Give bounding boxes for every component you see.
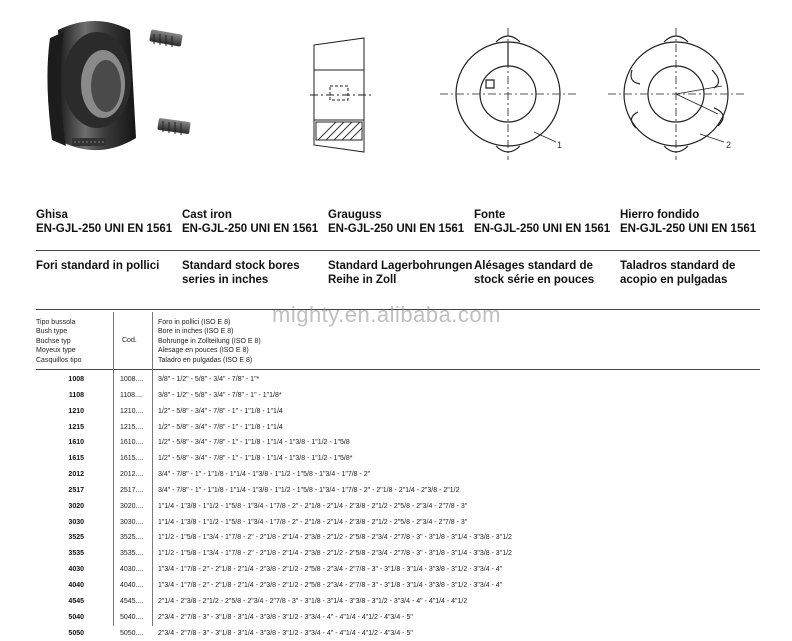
code-column-header: Cod. — [122, 337, 137, 344]
code-cell: 2517.... — [120, 483, 156, 499]
column-fra-bores: Alésages standard de stock série en pouces — [474, 259, 620, 287]
bores-cell: 1"3/4 - 1"7/8 - 2" - 2"1/8 - 2"1/4 - 2"3/8 - 2"1/2 - 2"5/8 - 2"3/4 - 2"7/8 - 3" - 3"1/8 - 3"1/4 - 3"3/8 - 3"1/2 - 3"3/4 - 4" — [158, 562, 758, 578]
bush-type-cell: 3525 — [36, 530, 84, 546]
code-cell: 3030.... — [120, 515, 156, 531]
bush-type-cell: 3030 — [36, 515, 84, 531]
bush-type-cell: 1008 — [36, 372, 84, 388]
bore-label: Bohrunge in Zollteilung (ISO E 8) — [158, 337, 261, 346]
table-row — [36, 578, 766, 594]
material-standard: EN-GJL-250 UNI EN 1561 — [182, 222, 328, 236]
type-label: Casquillos tipo — [36, 356, 82, 365]
front-view-1 — [440, 28, 576, 160]
code-cell: 2012.... — [120, 467, 156, 483]
code-cell: 1610.... — [120, 435, 156, 451]
column-deu-bores: Standard Lagerbohrungen Reihe in Zoll — [328, 259, 474, 287]
material-standard: EN-GJL-250 UNI EN 1561 — [328, 222, 474, 236]
bush-type-cell: 5050 — [36, 626, 84, 641]
code-cell: 1215.... — [120, 420, 156, 436]
code-cell: 3535.... — [120, 546, 156, 562]
material-name: Hierro fondido — [620, 208, 766, 222]
bush-type-labels — [36, 318, 82, 365]
column-deu-material — [328, 208, 474, 236]
bush-type-cell: 1108 — [36, 388, 84, 404]
type-label: Tipo bussola — [36, 318, 82, 327]
code-cell: 5050.... — [120, 626, 156, 641]
code-cell: 4545.... — [120, 594, 156, 610]
table-row — [36, 515, 766, 531]
table-row — [36, 530, 766, 546]
bush-type-cell: 1215 — [36, 420, 84, 436]
material-standard: EN-GJL-250 UNI EN 1561 — [36, 222, 182, 236]
divider — [36, 369, 760, 370]
bores-cell: 1"1/2 - 1"5/8 - 1"3/4 - 1"7/8 - 2" - 2"1/8 - 2"1/4 - 2"3/8 - 2"1/2 - 2"5/8 - 2"3/4 - 2"7/8 - 3" - 3"1/8 - 3"1/4 - 3"3/8 - 3"1/2 — [158, 530, 758, 546]
bush-table — [36, 372, 766, 641]
code-cell: 1210.... — [120, 404, 156, 420]
table-row — [36, 562, 766, 578]
column-eng-bores: Standard stock bores series in inches — [182, 259, 328, 287]
bores-cell: 1"1/4 - 1"3/8 - 1"1/2 - 1"5/8 - 1"3/4 - 1"7/8 - 2" - 2"1/8 - 2"1/4 - 2"3/8 - 2"1/2 - 2"5/8 - 2"3/4 - 2"7/8 - 3" — [158, 499, 758, 515]
table-row — [36, 404, 766, 420]
material-name: Cast iron — [182, 208, 328, 222]
column-esp-bores: Taladros standard de acopio en pulgadas — [620, 259, 766, 287]
bores-cell: 2"3/4 - 2"7/8 - 3" - 3"1/8 - 3"1/4 - 3"3/8 - 3"1/2 - 3"3/4 - 4" - 4"1/4 - 4"1/2 - 4"3/4 - 5" — [158, 626, 758, 641]
type-label: Moyeux type — [36, 346, 82, 355]
table-row — [36, 483, 766, 499]
bores-cell: 1"3/4 - 1"7/8 - 2" - 2"1/8 - 2"1/4 - 2"3/8 - 2"1/2 - 2"5/8 - 2"3/4 - 2"7/8 - 3" - 3"1/8 - 3"1/4 - 3"3/8 - 3"1/2 - 3"3/4 - 4" — [158, 578, 758, 594]
watermark: mighty.en.alibaba.com — [272, 302, 501, 328]
table-row — [36, 610, 766, 626]
bush-type-cell: 4545 — [36, 594, 84, 610]
taper-bush-photo — [47, 21, 136, 150]
bush-type-cell: 1610 — [36, 435, 84, 451]
bores-cell: 1/2" - 5/8" - 3/4" - 7/8" - 1" - 1"1/8 - 1"1/4 - 1"3/8 - 1"1/2 - 1"5/8* — [158, 451, 758, 467]
code-cell: 1108.... — [120, 388, 156, 404]
column-esp-material — [620, 208, 766, 236]
bores-cell: 1/2" - 5/8" - 3/4" - 7/8" - 1" - 1"1/8 - 1"1/4 — [158, 420, 758, 436]
code-cell: 3020.... — [120, 499, 156, 515]
bush-type-cell: 3535 — [36, 546, 84, 562]
bores-cell: 2"3/4 - 2"7/8 - 3" - 3"1/8 - 3"1/4 - 3"3/8 - 3"1/2 - 3"3/4 - 4" - 4"1/4 - 4"1/2 - 4"3/4 - 5" — [158, 610, 758, 626]
bush-type-cell: 2517 — [36, 483, 84, 499]
bores-row — [36, 259, 766, 287]
bores-cell: 3/8" - 1/2" - 5/8" - 3/4" - 7/8" - 1"* — [158, 372, 758, 388]
column-fra-material — [474, 208, 620, 236]
bores-cell: 3/8" - 1/2" - 5/8" - 3/4" - 7/8" - 1" - 1"1/8* — [158, 388, 758, 404]
material-name: Grauguss — [328, 208, 474, 222]
code-cell: 5040.... — [120, 610, 156, 626]
section-drawing — [310, 38, 372, 152]
set-screw-top — [149, 29, 183, 47]
bores-cell: 1/2" - 5/8" - 3/4" - 7/8" - 1" - 1"1/8 - 1"1/4 — [158, 404, 758, 420]
table-row — [36, 435, 766, 451]
code-cell: 4030.... — [120, 562, 156, 578]
bores-cell: 2"1/4 - 2"3/8 - 2"1/2 - 2"5/8 - 2"3/4 - 2"7/8 - 3" - 3"1/8 - 3"1/4 - 3"3/8 - 3"1/2 - 3"3/4 - 4" - 4"1/4 - 4"1/2 — [158, 594, 758, 610]
set-screw-bottom — [157, 118, 190, 135]
material-standard: EN-GJL-250 UNI EN 1561 — [474, 222, 620, 236]
figure-label-2: 2 — [726, 140, 731, 150]
table-row — [36, 626, 766, 641]
bush-type-cell: 4040 — [36, 578, 84, 594]
type-label: Bush type — [36, 327, 82, 336]
bore-label: Bore in inches (ISO E 8) — [158, 327, 261, 336]
code-cell: 1615.... — [120, 451, 156, 467]
column-ita-bores: Fori standard in pollici — [36, 259, 182, 287]
bore-label: Taladro en pulgadas (ISO E 8) — [158, 356, 261, 365]
bore-label: Alesage en pouces (ISO E 8) — [158, 346, 261, 355]
figures-area — [0, 0, 792, 175]
front-view-2 — [608, 28, 744, 160]
bores-cell: 3/4" - 7/8" - 1" - 1"1/8 - 1"1/4 - 1"3/8 - 1"1/2 - 1"5/8 - 1"3/4 - 1"7/8 - 2" — [158, 467, 758, 483]
column-eng-material — [182, 208, 328, 236]
bush-type-cell: 4030 — [36, 562, 84, 578]
bush-type-cell: 1210 — [36, 404, 84, 420]
figure-label-1: 1 — [557, 140, 562, 150]
table-row — [36, 420, 766, 436]
bush-type-cell: 2012 — [36, 467, 84, 483]
table-row — [36, 594, 766, 610]
table-row — [36, 451, 766, 467]
code-cell: 3525.... — [120, 530, 156, 546]
bores-cell: 3/4" - 7/8" - 1" - 1"1/8 - 1"1/4 - 1"3/8 - 1"1/2 - 1"5/8 - 1"3/4 - 1"7/8 - 2" - 2"1/8 - 2"1/4 - 2"3/8 - 2"1/2 — [158, 483, 758, 499]
bore-column-header — [158, 318, 261, 365]
code-cell: 1008.... — [120, 372, 156, 388]
code-cell: 4040.... — [120, 578, 156, 594]
material-name: Fonte — [474, 208, 620, 222]
bores-cell: 1"1/4 - 1"3/8 - 1"1/2 - 1"5/8 - 1"3/4 - 1"7/8 - 2" - 2"1/8 - 2"1/4 - 2"3/8 - 2"1/2 - 2"5/8 - 2"3/4 - 2"7/8 - 3" — [158, 515, 758, 531]
material-standard: EN-GJL-250 UNI EN 1561 — [620, 222, 766, 236]
bore-label: Foro in pollici (ISO E 8) — [158, 318, 261, 327]
bores-cell: 1/2" - 5/8" - 3/4" - 7/8" - 1" - 1"1/8 - 1"1/4 - 1"3/8 - 1"1/2 - 1"5/8 — [158, 435, 758, 451]
material-row — [36, 208, 766, 236]
material-name: Ghisa — [36, 208, 182, 222]
bush-type-cell: 5040 — [36, 610, 84, 626]
table-row — [36, 499, 766, 515]
table-row — [36, 546, 766, 562]
table-row — [36, 467, 766, 483]
product-illustrations — [0, 0, 792, 175]
column-ita-material — [36, 208, 182, 236]
type-label: Buchse typ — [36, 337, 82, 346]
table-row — [36, 388, 766, 404]
bush-type-cell: 1615 — [36, 451, 84, 467]
bush-type-cell: 3020 — [36, 499, 84, 515]
divider — [36, 250, 760, 251]
bores-cell: 1"1/2 - 1"5/8 - 1"3/4 - 1"7/8 - 2" - 2"1/8 - 2"1/4 - 2"3/8 - 2"1/2 - 2"5/8 - 2"3/4 - 2"7/8 - 3" - 3"1/8 - 3"1/4 - 3"3/8 - 3"1/2 — [158, 546, 758, 562]
table-row — [36, 372, 766, 388]
